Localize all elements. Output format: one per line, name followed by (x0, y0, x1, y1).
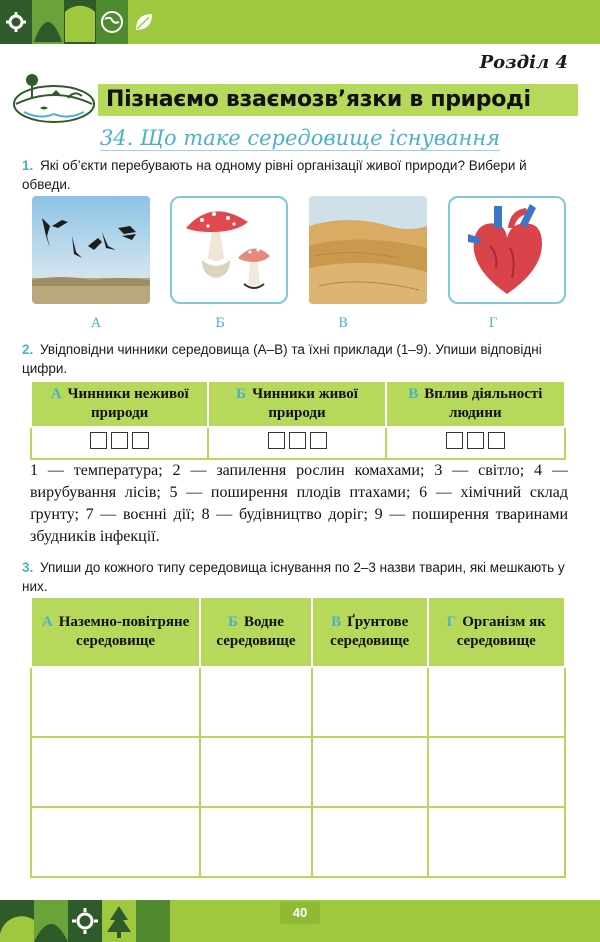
top-decor-strip (0, 0, 600, 44)
column-header-human: В Вплив діяльності людини (386, 381, 565, 427)
picture-options (30, 196, 570, 306)
task-text: Упиши до кожного типу середовища існування по 2–3 назви тварин, які мешкають у них. (22, 560, 565, 594)
page-number: 40 (280, 902, 320, 924)
column-header-soil: В Ґрунтове середовище (312, 597, 428, 667)
write-cell[interactable] (31, 807, 200, 877)
task-1 (22, 156, 578, 194)
column-header-organism: Г Організм як середовище (428, 597, 565, 667)
answer-box[interactable] (289, 432, 306, 449)
birds-picture[interactable] (32, 196, 150, 304)
answer-cell (31, 427, 208, 459)
answer-cell (386, 427, 565, 459)
section-label: Розділ 4 (479, 52, 568, 73)
mushrooms-picture[interactable] (170, 196, 288, 304)
column-header-abiotic: А Чинники неживої природи (31, 381, 208, 427)
lesson-title: 34. Що таке середовище існування (99, 126, 501, 150)
bottom-ornament-icon (0, 900, 180, 942)
leaf-shape-icon (32, 0, 64, 44)
chapter-title: Пізнаємо взаємозв’язки в природі (106, 87, 531, 112)
picture-label-a: А (91, 316, 101, 331)
desert-dunes-icon (309, 196, 427, 304)
write-cell[interactable] (200, 667, 312, 737)
write-cell[interactable] (428, 807, 565, 877)
answer-box[interactable] (446, 432, 463, 449)
leaf-icon (128, 0, 160, 44)
answer-box[interactable] (268, 432, 285, 449)
column-header-land-air: А Наземно-повітряне середовище (31, 597, 200, 667)
ecosystem-emblem-icon (10, 68, 98, 126)
task-number: 3. (22, 560, 34, 575)
write-cell[interactable] (312, 737, 428, 807)
flying-birds-icon (32, 196, 150, 304)
write-cell[interactable] (200, 807, 312, 877)
heart-icon (450, 198, 564, 302)
desert-picture[interactable] (309, 196, 427, 304)
gear-icon (0, 0, 32, 44)
answer-cell (208, 427, 385, 459)
factor-examples: 1 — температура; 2 — запилення рослин комахами; 3 — світло; 4 — вирубування лісів; 5 — поширення плодів птахами; 6 — хімічний склад ґрунту; 7 — воєнні дії; 8 — будівництво доріг; 9 — поширення тваринами збудників інфекції. (30, 462, 568, 545)
half-circle-icon (64, 0, 96, 44)
task-number: 2. (22, 342, 34, 357)
write-cell[interactable] (31, 737, 200, 807)
globe-icon (96, 0, 128, 44)
column-header-water: Б Водне середовище (200, 597, 312, 667)
chapter-header (10, 68, 595, 126)
factors-table (30, 380, 566, 460)
task-3 (22, 558, 578, 596)
write-cell[interactable] (428, 667, 565, 737)
answer-box[interactable] (467, 432, 484, 449)
picture-label-b: Б (215, 316, 225, 331)
write-cell[interactable] (200, 737, 312, 807)
task-2 (22, 340, 578, 378)
write-cell[interactable] (312, 667, 428, 737)
column-header-biotic: Б Чинники живої природи (208, 381, 385, 427)
write-cell[interactable] (428, 737, 565, 807)
answer-box[interactable] (111, 432, 128, 449)
habitats-table (30, 596, 566, 878)
write-cell[interactable] (31, 667, 200, 737)
mushrooms-icon (172, 198, 286, 302)
answer-box[interactable] (132, 432, 149, 449)
task-text: Увідповідни чинники середовища (А–В) та їхні приклади (1–9). Упиши відповідні цифри. (22, 342, 542, 376)
write-cell[interactable] (312, 807, 428, 877)
picture-label-v: В (338, 316, 348, 331)
task-text: Які об’єкти перебувають на одному рівні організації живої природи? Вибери й обведи. (22, 158, 527, 192)
answer-box[interactable] (90, 432, 107, 449)
answer-box[interactable] (488, 432, 505, 449)
picture-label-g: Г (488, 316, 498, 331)
task-number: 1. (22, 158, 34, 173)
heart-picture[interactable] (448, 196, 566, 304)
answer-box[interactable] (310, 432, 327, 449)
